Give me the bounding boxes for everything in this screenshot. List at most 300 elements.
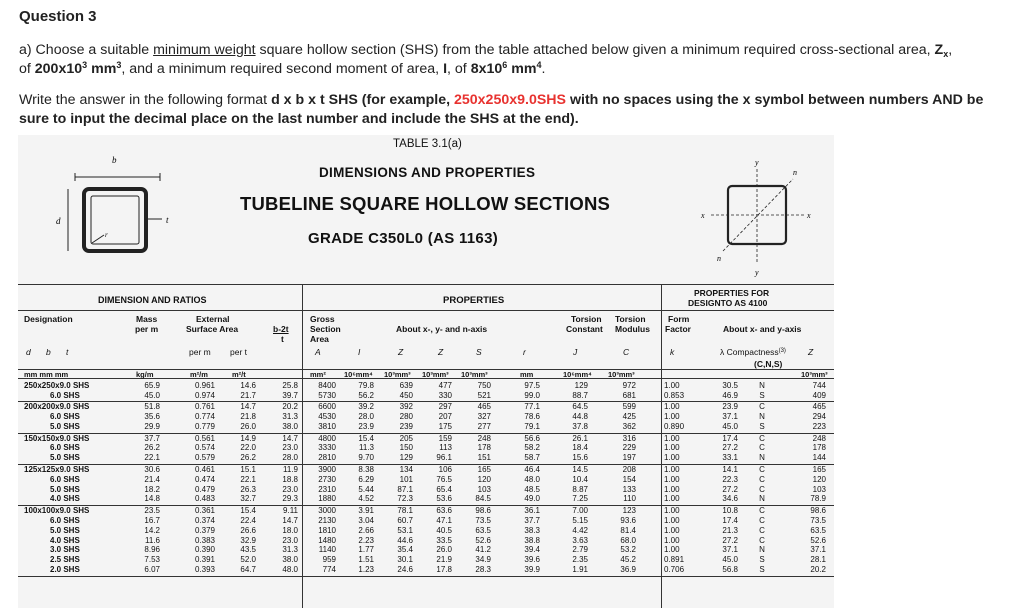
axis-n-top: n [793,168,797,177]
table-cell: 1.00 [664,515,680,525]
table-cell: 1.00 [664,443,680,453]
table-cell: 2730 [318,474,336,484]
table-cell: C [759,484,765,494]
table-cell: 20.2 [810,565,826,575]
table-cell: 120 [812,474,826,484]
question-line-1: a) Choose a suitable minimum weight square hollow section (SHS) from the table attached below given a minimum required cross-sectional area, $Z_x$, [19,42,953,59]
table-cell: 10.4 [572,474,588,484]
axes-diagram-icon [693,151,823,281]
table-cell: 0.483 [194,494,215,504]
table-cell: 35.6 [144,412,160,422]
table-cell: 27.2 [722,535,738,545]
table-cell: 53.2 [620,545,636,555]
table-cell: 45.0 [722,422,738,432]
unit-m2m: m²/m [190,370,208,379]
table-cell: 129 [574,381,588,390]
table-cell: 87.1 [397,484,413,494]
table-cell: 0.853 [664,390,685,400]
table-cell: 1.00 [664,464,680,474]
table-cell: 11.3 [359,443,374,453]
table-cell: 39.6 [524,555,540,565]
table-cell: 22.4 [240,515,256,525]
table-cell: 0.374 [194,515,215,525]
table-cell: 681 [622,390,636,400]
table-cell: 32.7 [240,494,256,504]
table-cell: 38.8 [524,535,540,545]
table-cell: 18.0 [282,525,298,535]
unit-mm2: mm² [310,370,326,379]
table-cell: 144 [812,453,826,463]
table-cell: 0.474 [194,474,215,484]
axis-y-top: y [755,158,759,167]
col-sx: S [476,347,482,357]
table-cell: 3900 [318,464,336,474]
table-cell: 1.00 [664,381,680,390]
table-cell: 18.2 [144,484,160,494]
table-cell: C [759,474,765,484]
table-cell: 49.0 [524,494,540,504]
table-cell: 46.9 [722,390,738,400]
col-compactness: λ Compactness$^{(3)}$ [720,347,786,357]
table-cell: 26.3 [240,484,256,494]
table-cell: C [759,443,765,453]
col-mass: Mass [136,314,158,324]
col-t: t [66,347,69,357]
table-cell: 0.974 [194,390,215,400]
table-cell: 51.8 [144,402,160,412]
table-cell: 1.00 [664,505,680,515]
table-cell: 18.8 [282,474,298,484]
designation-cell: 5.0 SHS [50,422,80,432]
table-cell: C [759,515,765,525]
table-cell: 101 [399,474,413,484]
table-cell: 14.7 [282,515,298,525]
table-cell: 229 [622,443,636,453]
col-about-xy: About x- and y-axis [723,324,802,334]
table-cell: 23.5 [144,505,160,515]
unit-m2t: m²/t [232,370,246,379]
table-cell: 7.00 [572,505,588,515]
table-cell: 27.2 [722,443,738,453]
col-c: C [623,347,630,357]
table-cell: 14.2 [144,525,160,535]
table-cell: 23.9 [722,402,738,412]
table-cell: 2.35 [572,555,588,565]
table-cell: 79.8 [358,381,374,390]
table-cell: 5730 [318,390,336,400]
col-form-2: Factor [665,324,691,334]
table-cell: 38.0 [282,555,298,565]
table-cell: 178 [477,443,491,453]
diagram-b-label: b [112,155,117,165]
table-cell: 5.44 [358,484,374,494]
table-cell: 36.1 [524,505,540,515]
table-cell: 79.1 [524,422,540,432]
table-cell: 425 [622,412,636,422]
table-cell: 37.7 [144,433,160,443]
table-cell: 0.461 [194,464,215,474]
table-cell: 0.383 [194,535,215,545]
table-cell: 280 [399,412,413,422]
unit-zn: 10³mm³ [422,370,449,379]
table-cell: 477 [438,381,452,390]
col-kf: k [670,347,675,357]
table-cell: 35.4 [397,545,413,555]
table-title-1: DIMENSIONS AND PROPERTIES [319,165,536,180]
table-cell: 31.3 [282,412,298,422]
col-zn: Z [438,347,444,357]
table-cell: 133 [622,484,636,494]
table-cell: 1.00 [664,494,680,504]
table-cell: 0.379 [194,525,215,535]
table-cell: 7.25 [572,494,588,504]
table-cell: 78.1 [397,505,413,515]
table-cell: S [759,390,765,400]
table-cell: 0.890 [664,422,685,432]
col-gross-3: Area [310,334,329,344]
col-ix: I [358,347,361,357]
table-cell: 959 [322,555,336,565]
question-line-3: Write the answer in the following format d x b x t SHS (for example, 250x250x9.0SHS with no spaces using the x symbol between numbers AND be [19,92,984,108]
col-ratio: b-2t [273,324,289,334]
table-cell: 6.29 [358,474,374,484]
table-cell: C [759,402,765,412]
table-cell: 972 [622,381,636,390]
table-cell: 28.1 [810,555,826,565]
table-cell: 28.3 [475,565,491,575]
table-cell: 38.3 [524,525,540,535]
group-header-design-2: DESIGNTO AS 4100 [688,298,768,308]
table-cell: 4530 [318,412,336,422]
unit-j: 10⁶mm⁴ [563,370,592,379]
table-cell: 2.79 [572,545,588,555]
table-cell: 64.7 [240,565,256,575]
table-cell: 330 [438,390,452,400]
table-cell: 129 [399,453,413,463]
col-gross-2: Section [310,324,341,334]
table-cell: 37.7 [524,515,540,525]
table-cell: 165 [812,464,826,474]
table-cell: 11.9 [283,464,298,474]
table-cell: N [759,494,765,504]
diagram-t-label: t [166,215,169,225]
table-cell: 52.6 [810,535,826,545]
table-cell: 26.1 [572,433,588,443]
table-cell: 327 [477,412,491,422]
table-cell: 39.9 [524,565,540,575]
designation-cell: 5.0 SHS [50,525,80,535]
table-cell: 159 [438,433,452,443]
table-cell: 48.0 [282,565,298,575]
table-caption: TABLE 3.1(a) [393,138,462,150]
col-zx: Z [398,347,404,357]
designation-cell: 4.0 SHS [50,535,80,545]
table-cell: 38.0 [282,422,298,432]
designation-cell: 5.0 SHS [50,453,80,463]
table-cell: 65.9 [144,381,160,390]
shs-section-diagram-icon [48,147,198,257]
table-cell: 65.4 [436,484,452,494]
table-cell: 639 [399,381,413,390]
table-cell: 0.761 [194,402,215,412]
table-cell: 0.391 [194,555,215,565]
table-cell: C [759,535,765,545]
table-cell: 29.9 [144,422,160,432]
table-title-2: TUBELINE SQUARE HOLLOW SECTIONS [240,193,611,214]
table-cell: 23.0 [282,484,298,494]
table-cell: 15.6 [572,453,588,463]
table-cell: 10.8 [722,505,738,515]
table-cell: 465 [812,402,826,412]
table-cell: 40.5 [436,525,452,535]
table-cell: 47.1 [436,515,452,525]
table-cell: 37.1 [722,412,738,422]
designation-cell: 6.0 SHS [50,390,80,400]
table-cell: 14.7 [240,402,256,412]
table-cell: 53.1 [397,525,413,535]
table-cell: 56.6 [524,433,540,443]
table-cell: 0.961 [194,381,215,390]
table-cell: 44.8 [572,412,588,422]
table-cell: 56.8 [722,565,738,575]
designation-cell: 150x150x9.0 SHS [24,433,90,443]
table-cell: 15.1 [240,464,256,474]
table-cell: 17.4 [722,515,738,525]
table-cell: 1.91 [572,565,588,575]
table-cell: 208 [622,464,636,474]
col-torsion-const: Torsion [571,314,602,324]
table-cell: 33.5 [436,535,452,545]
table-cell: 22.1 [144,453,160,463]
table-cell: 165 [477,464,491,474]
col-pert: per t [230,347,248,357]
table-cell: 150 [399,443,413,453]
col-d: d [26,347,31,357]
table-cell: 78.9 [810,494,826,504]
table-cell: 99.0 [524,390,540,400]
table-cell: 3000 [318,505,336,515]
table-cell: 21.3 [722,525,738,535]
table-cell: 20.2 [282,402,298,412]
table-cell: N [759,381,765,390]
table-cell: 1140 [318,545,336,555]
table-cell: 63.6 [436,505,452,515]
table-cell: 73.5 [475,515,491,525]
table-cell: 56.2 [358,390,374,400]
table-cell: 3810 [318,422,336,432]
table-cell: 30.1 [397,555,413,565]
col-torsion-const-2: Constant [566,324,603,334]
table-cell: 81.4 [620,525,636,535]
question-line-4: sure to input the decimal place on the last number and include the SHS at the end). [19,111,579,127]
table-cell: 465 [477,402,491,412]
table-cell: 175 [438,422,452,432]
table-cell: 362 [622,422,636,432]
table-cell: 1480 [318,535,336,545]
table-cell: 34.6 [722,494,738,504]
table-cell: 9.11 [283,505,298,515]
table-cell: 21.8 [240,412,256,422]
table-cell: S [759,555,765,565]
table-cell: 22.3 [722,474,738,484]
unit-ze: 10³mm³ [801,370,828,379]
table-cell: N [759,545,765,555]
table-cell: 6600 [318,402,336,412]
axis-x-right: x [807,211,811,220]
col-torsion-mod: Torsion [615,314,646,324]
unit-sx: 10³mm³ [461,370,488,379]
axis-x-left: x [701,211,705,220]
table-cell: 14.6 [240,381,256,390]
col-torsion-mod-2: Modulus [615,324,650,334]
table-cell: 110 [623,494,636,504]
table-cell: 103 [477,484,491,494]
table-cell: 106 [438,464,452,474]
table-cell: 0.479 [194,484,215,494]
table-cell: 103 [812,484,826,494]
table-cell: 4.52 [358,494,374,504]
table-cell: C [759,525,765,535]
table-cell: 93.6 [620,515,636,525]
table-cell: 39.2 [358,402,374,412]
table-cell: 45.0 [144,390,160,400]
table-cell: 2810 [318,453,336,463]
unit-kgm: kg/m [136,370,154,379]
table-cell: 239 [399,422,413,432]
table-cell: 30.6 [144,464,160,474]
designation-cell: 200x200x9.0 SHS [24,402,90,412]
table-cell: 48.0 [524,474,540,484]
table-cell: 58.2 [524,443,540,453]
table-cell: 72.3 [397,494,413,504]
table-cell: 450 [399,390,413,400]
table-cell: 96.1 [436,453,452,463]
table-cell: 151 [477,453,491,463]
table-cell: 23.0 [282,443,298,453]
table-cell: 21.4 [144,474,160,484]
table-cell: 1880 [318,494,336,504]
designation-cell: 5.0 SHS [50,484,80,494]
designation-cell: 3.0 SHS [50,545,80,555]
table-cell: 14.1 [722,464,738,474]
table-cell: 5.15 [572,515,588,525]
table-cell: 294 [812,412,826,422]
table-cell: S [759,565,765,575]
table-cell: 2130 [318,515,336,525]
table-cell: 16.7 [144,515,160,525]
table-cell: 26.2 [240,453,256,463]
table-cell: 34.9 [475,555,491,565]
table-cell: 63.5 [810,525,826,535]
group-header-design: PROPERTIES FOR [694,288,770,298]
table-cell: 2.23 [358,535,374,545]
designation-cell: 6.0 SHS [50,412,80,422]
unit-ix: 10⁶mm⁴ [344,370,373,379]
table-cell: 76.5 [436,474,452,484]
table-cell: 774 [322,565,336,575]
table-cell: 1.51 [358,555,374,565]
table-cell: 223 [812,422,826,432]
table-cell: 78.6 [524,412,540,422]
col-about-axes: About x-, y- and n-axis [396,324,488,334]
designation-cell: 6.0 SHS [50,515,80,525]
designation-cell: 125x125x9.0 SHS [24,464,90,474]
table-cell: 17.4 [722,433,738,443]
table-cell: 31.3 [282,545,298,555]
table-cell: 0.779 [194,422,215,432]
unit-c: 10³mm³ [608,370,635,379]
table-cell: 23.0 [282,535,298,545]
col-designation: Designation [24,314,73,324]
table-cell: 0.390 [194,545,215,555]
table-cell: 26.0 [240,422,256,432]
unit-mm: mm mm mm [24,370,69,379]
table-cell: 1.00 [664,545,680,555]
table-cell: 0.574 [194,443,215,453]
table-cell: 21.7 [240,390,256,400]
col-b: b [46,347,51,357]
designation-cell: 2.5 SHS [50,555,80,565]
table-cell: 277 [477,422,491,432]
axis-y-bottom: y [755,268,759,277]
table-cell: 32.9 [240,535,256,545]
table-cell: 123 [622,505,636,515]
table-cell: 23.9 [358,422,374,432]
table-cell: 0.393 [194,565,215,575]
col-ze: Z [808,347,814,357]
designation-cell: 250x250x9.0 SHS [24,381,90,390]
table-cell: 4800 [318,433,336,443]
table-cell: 205 [399,433,413,443]
table-cell: C [759,505,765,515]
table-cell: N [759,453,765,463]
table-cell: 178 [812,443,826,453]
table-cell: 97.5 [524,381,540,390]
table-cell: 88.7 [572,390,588,400]
table-cell: 599 [622,402,636,412]
designation-cell: 4.0 SHS [50,494,80,504]
table-cell: 39.4 [524,545,540,555]
group-separator [18,576,834,577]
table-cell: 0.706 [664,565,685,575]
table-cell: 26.0 [436,545,452,555]
col-mass-2: per m [135,324,159,334]
table-cell: 4.42 [572,525,588,535]
table-cell: 45.2 [620,555,636,565]
table-cell: 1.00 [664,535,680,545]
table-cell: 14.9 [240,433,256,443]
table-cell: 14.5 [572,464,588,474]
table-cell: 0.891 [664,555,685,565]
diagram-r-label: r [105,231,108,239]
table-cell: 14.7 [282,433,298,443]
designation-cell: 6.0 SHS [50,474,80,484]
col-ratio-2: t [281,334,284,344]
table-cell: 7.53 [144,555,160,565]
col-j: J [573,347,578,357]
table-cell: 48.5 [524,484,540,494]
table-cell: 98.6 [475,505,491,515]
col-gross: Gross [310,314,335,324]
col-external: External [196,314,230,324]
table-cell: C [759,464,765,474]
table-cell: 1.00 [664,474,680,484]
table-cell: 2.66 [358,525,374,535]
table-cell: 52.6 [475,535,491,545]
table-cell: 68.0 [620,535,636,545]
table-cell: 248 [812,433,826,443]
table-cell: 18.4 [572,443,588,453]
